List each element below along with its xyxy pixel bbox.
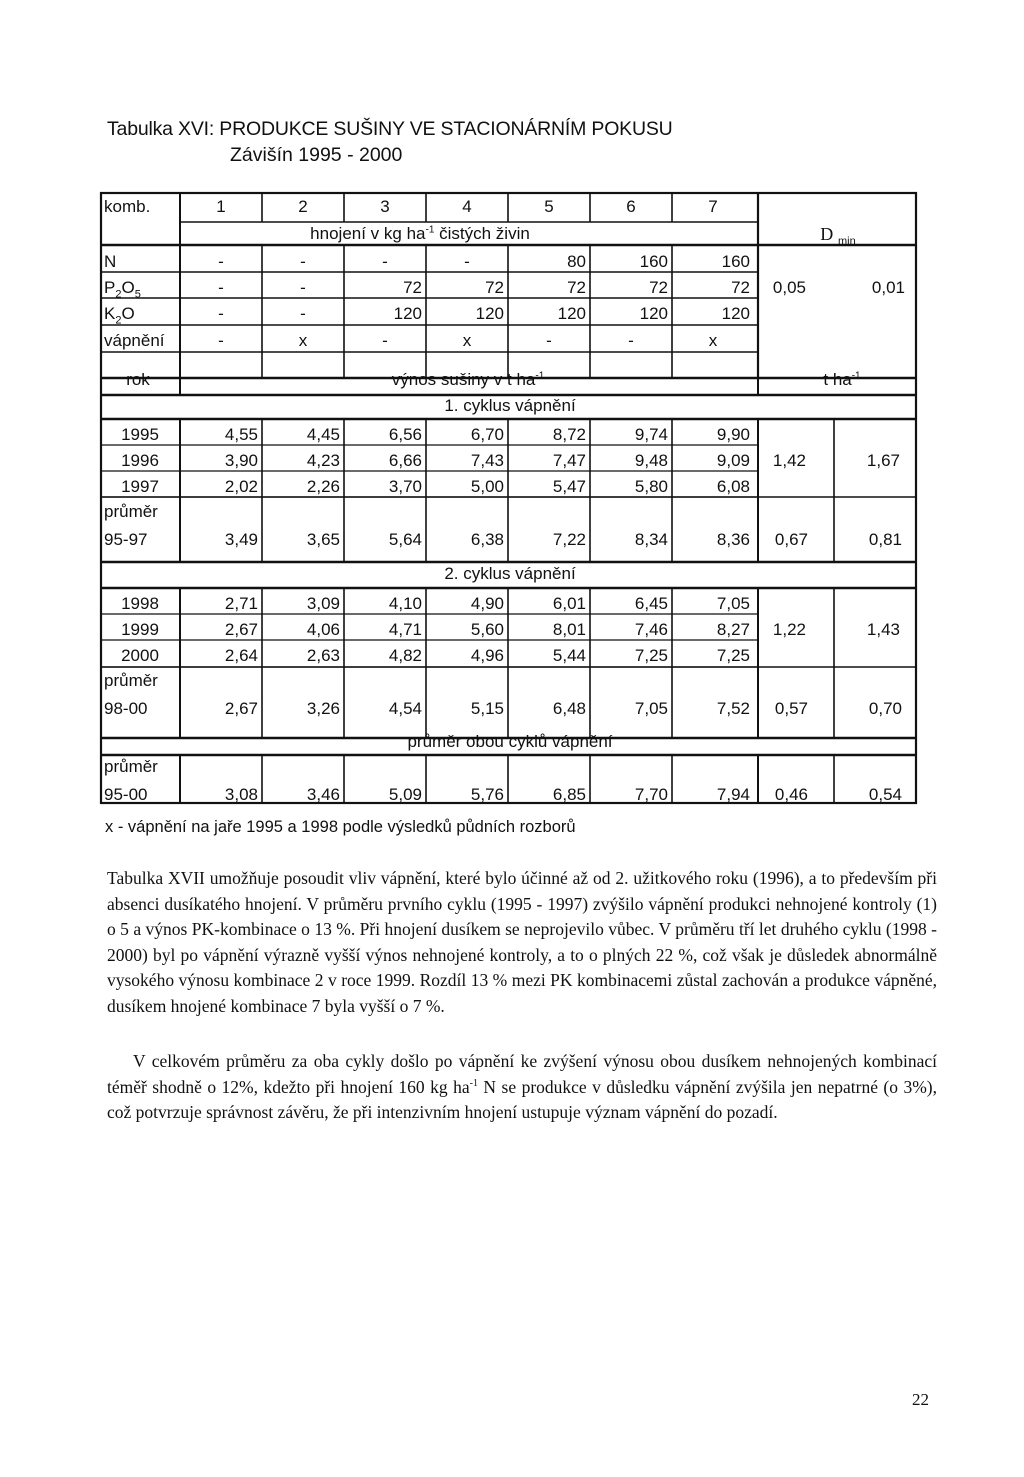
fert-value: -: [218, 331, 224, 350]
both-avg-label: průměr: [104, 757, 158, 776]
both-avg-value: 3,08: [224, 785, 258, 804]
cycle2-row-value: 8,01: [552, 620, 586, 639]
fert-value: 72: [731, 278, 750, 297]
fert-row-label: $K_2O$: [104, 304, 135, 327]
both-avg-value: 5,09: [388, 785, 422, 804]
both-avg-value: 3,46: [306, 785, 340, 804]
paragraph-2-part-2: N se produkce v důsledku vápnění zvýšila jen nepatrné (o 3%), což potvrzuje správnost závěru, že při intenzivním hnojení ustupuje význam vápnění do pozadí.: [107, 1076, 938, 1122]
dmin-value: 1,43: [866, 620, 900, 639]
cycle2-row-value: 6,45: [634, 594, 668, 613]
cycle2-row-value: 8,27: [716, 620, 750, 639]
cycle1-row-value: 4,23: [306, 451, 340, 470]
unit-header: t $ha^{-1}$: [823, 370, 861, 389]
cycle1-row-value: 3,90: [224, 451, 258, 470]
cycle1-avg-value: 7,22: [552, 530, 586, 549]
cycle2-row-value: 5,60: [470, 620, 504, 639]
cycle1-row-value: 7,43: [470, 451, 504, 470]
dmin-value: 1,22: [772, 620, 806, 639]
combo-header: 7: [708, 197, 718, 216]
fert-value: 80: [567, 252, 586, 271]
cycle2-row-value: 3,09: [306, 594, 340, 613]
cycle2-avg-value: 6,48: [552, 699, 586, 718]
combo-header: 4: [462, 197, 472, 216]
fert-value: -: [300, 304, 306, 323]
cycle2-row-value: 4,10: [388, 594, 422, 613]
fert-value: -: [464, 252, 470, 271]
fert-value: 72: [649, 278, 668, 297]
cycle2-avg-value: 3,26: [306, 699, 340, 718]
fert-row-label: N: [104, 252, 117, 271]
fert-value: -: [300, 252, 306, 271]
cycle1-row-value: 4,45: [306, 425, 340, 444]
fert-value: -: [218, 278, 224, 297]
fert-row-label: $P_2O_5$: [104, 278, 141, 301]
combo-header: 1: [216, 197, 226, 216]
cycle2-row-value: 2,64: [224, 646, 258, 665]
cycle1-row-value: 4,55: [224, 425, 258, 444]
cycle2-row-value: 7,25: [716, 646, 750, 665]
cycle2-row-value: 5,44: [552, 646, 586, 665]
fert-value: -: [546, 331, 552, 350]
cycle2-avg-value: 7,52: [716, 699, 750, 718]
cycle1-row-value: 6,08: [716, 477, 750, 496]
cycle1-row-value: 2,26: [306, 477, 340, 496]
comb-label: komb.: [104, 197, 151, 216]
dmin-value: 1,42: [772, 451, 806, 470]
cycle1-avg-value: 3,65: [306, 530, 340, 549]
fert-value: x: [462, 331, 472, 350]
paragraph-2-sup: -1: [469, 1077, 478, 1089]
both-label: průměr obou cyklů vápnění: [407, 732, 613, 751]
cycle2-row-value: 2,63: [306, 646, 340, 665]
cycle1-avg-label: průměr: [104, 502, 158, 521]
fert-value: 72: [485, 278, 504, 297]
paragraph-1: Tabulka XVII umožňuje posoudit vliv vápnění, které bylo účinné až od 2. užitkového roku (1996), a to především při absenci dusíkatého hnojení. V průměru prvního cyklu (1995 - 1997) zvýšilo vápnění produkci nehnojené kontroly (1) o 5 a výnos PK-kombinace o 13 %. Při hnojení dusíkem se neprojevilo vůbec. V průměru tří let druhého cyklu (1998 - 2000) byl po vápnění výrazně vyšší výnos nehnojené kontroly, a to o plných 22 %, což však je důsledek abnormálně vysokého výnosu kombinace 2 v roce 1999. Rozdíl 13 % mezi PK kombinacemi zůstal zachován a produkce vápněné, dusíkem hnojené kombinace 7 byla vyšší o 7 %.: [107, 868, 937, 1016]
both-avg-value: 7,94: [716, 785, 750, 804]
cycle1-row-year: 1997: [121, 477, 159, 496]
cycle2-row-year: 1998: [121, 594, 159, 613]
paragraph-2-part-1: V celkovém průměru za oba cykly došlo po vápnění ke zvýšení výnosu obou dusíkem nehnojených kombinací téměř shodně o 12%, kdežto při hnojení 160 kg ha: [107, 1051, 937, 1097]
table-subtitle: Závišín 1995 - 2000: [230, 144, 403, 166]
cycle2-row-value: 6,01: [552, 594, 586, 613]
cycle2-avg-value: 2,67: [224, 699, 258, 718]
cycle2-avg-value: 4,54: [388, 699, 422, 718]
cycle2-row-value: 4,90: [470, 594, 504, 613]
cycle1-avg-label: 95-97: [104, 530, 148, 549]
fert-value: 120: [393, 304, 422, 323]
cycle1-row-value: 6,70: [470, 425, 504, 444]
dmin-value: 0,54: [868, 785, 902, 804]
fert-value: 72: [403, 278, 422, 297]
cycle2-label: 2. cyklus vápnění: [444, 564, 576, 583]
fert-value: 120: [639, 304, 668, 323]
cycle2-row-value: 4,06: [306, 620, 340, 639]
cycle1-row-year: 1995: [121, 425, 159, 444]
cycle2-row-value: 4,96: [470, 646, 504, 665]
cycle1-avg-value: 8,36: [716, 530, 750, 549]
fert-value: -: [300, 278, 306, 297]
cycle1-row-value: 9,48: [634, 451, 668, 470]
paragraph-2: [107, 1049, 937, 1126]
dmin-value: 0,81: [868, 530, 902, 549]
cycle1-row-value: 2,02: [224, 477, 258, 496]
fert-value: x: [708, 331, 718, 350]
table-title: Tabulka XVI: PRODUKCE SUŠINY VE STACIONÁRNÍM POKUSU: [107, 118, 673, 140]
cycle1-avg-value: 3,49: [224, 530, 258, 549]
cycle2-row-value: 4,82: [388, 646, 422, 665]
cycle1-label: 1. cyklus vápnění: [444, 396, 576, 415]
cycle1-row-value: 6,56: [388, 425, 422, 444]
cycle2-avg-label: průměr: [104, 671, 158, 690]
dmin-value: 0,70: [868, 699, 902, 718]
cycle2-row-value: 2,67: [224, 620, 258, 639]
cycle1-row-value: 9,90: [716, 425, 750, 444]
both-avg-value: 6,85: [552, 785, 586, 804]
page-number: 22: [912, 1390, 929, 1409]
cycle1-row-value: 5,00: [470, 477, 504, 496]
fert-value: 160: [639, 252, 668, 271]
cycle1-row-value: 9,74: [634, 425, 668, 444]
cycle1-row-value: 6,66: [388, 451, 422, 470]
fert-value: -: [628, 331, 634, 350]
cycle1-row-value: 3,70: [388, 477, 422, 496]
dmin-value: 0,57: [774, 699, 808, 718]
cycle2-avg-value: 7,05: [634, 699, 668, 718]
cycle2-avg-label: 98-00: [104, 699, 148, 718]
fert-value: 160: [721, 252, 750, 271]
dmin-value: 0,67: [774, 530, 808, 549]
both-avg-label: 95-00: [104, 785, 148, 804]
both-avg-value: 7,70: [634, 785, 668, 804]
cycle1-avg-value: 8,34: [634, 530, 668, 549]
cycle2-row-year: 1999: [121, 620, 159, 639]
yield-header: výnos sušiny v t $ha^{-1}$: [391, 370, 545, 389]
cycle2-row-year: 2000: [121, 646, 159, 665]
cycle2-row-value: 4,71: [388, 620, 422, 639]
combo-header: 2: [298, 197, 308, 216]
fert-value: 120: [475, 304, 504, 323]
combo-header: 3: [380, 197, 390, 216]
fert-value: -: [218, 304, 224, 323]
fert-value: -: [218, 252, 224, 271]
cycle1-row-year: 1996: [121, 451, 159, 470]
fert-value: 120: [721, 304, 750, 323]
fert-row-label: vápnění: [104, 331, 165, 350]
fert-value: -: [382, 252, 388, 271]
combo-header: 6: [626, 197, 636, 216]
cycle2-row-value: 2,71: [224, 594, 258, 613]
table-footnote: x - vápnění na jaře 1995 a 1998 podle výsledků půdních rozborů: [105, 818, 576, 836]
cycle1-row-value: 9,09: [716, 451, 750, 470]
fert-value: -: [382, 331, 388, 350]
fert-header: hnojení v kg $ha^{-1}$ čistých živin: [310, 224, 530, 243]
combo-header: 5: [544, 197, 554, 216]
dmin-value: 0,05: [772, 278, 806, 297]
cycle1-row-value: 5,80: [634, 477, 668, 496]
cycle2-row-value: 7,25: [634, 646, 668, 665]
dmin-value: 0,46: [774, 785, 808, 804]
cycle2-row-value: 7,05: [716, 594, 750, 613]
cycle2-row-value: 7,46: [634, 620, 668, 639]
cycle1-row-value: 5,47: [552, 477, 586, 496]
dmin-header: D $_{min}$: [820, 224, 856, 248]
fert-value: 72: [567, 278, 586, 297]
cycle1-row-value: 8,72: [552, 425, 586, 444]
year-header: rok: [126, 370, 150, 389]
fert-value: x: [298, 331, 308, 350]
cycle1-avg-value: 6,38: [470, 530, 504, 549]
dmin-value: 1,67: [866, 451, 900, 470]
dmin-value: 0,01: [871, 278, 905, 297]
cycle1-avg-value: 5,64: [388, 530, 422, 549]
fert-value: 120: [557, 304, 586, 323]
both-avg-value: 5,76: [470, 785, 504, 804]
cycle1-row-value: 7,47: [552, 451, 586, 470]
cycle2-avg-value: 5,15: [470, 699, 504, 718]
